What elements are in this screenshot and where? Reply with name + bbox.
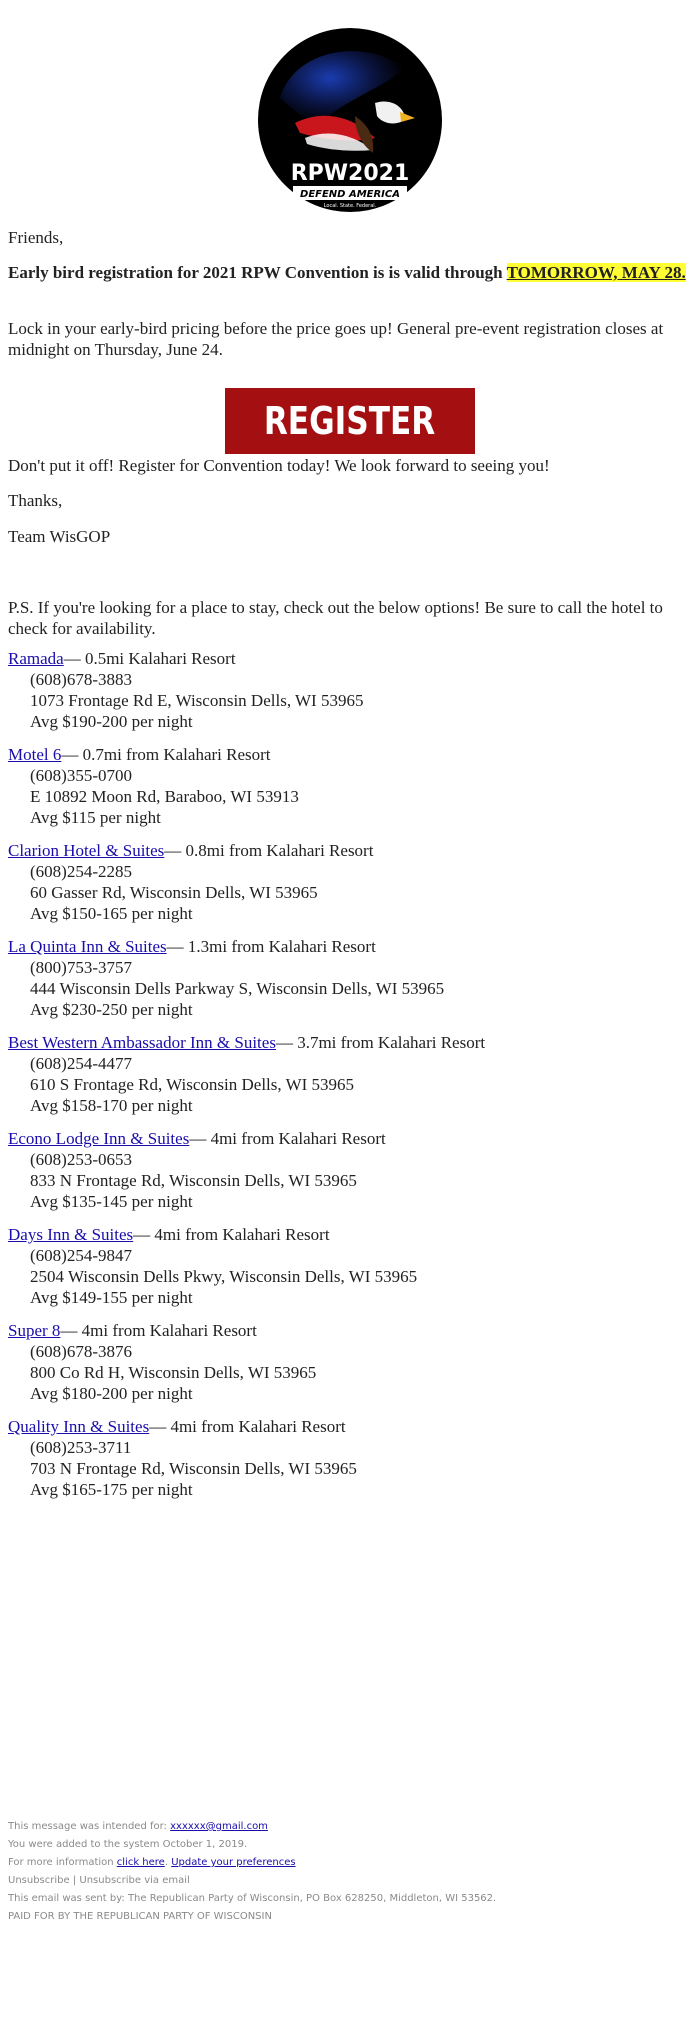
hotel-name-link[interactable]: Best Western Ambassador Inn & Suites bbox=[8, 1033, 276, 1052]
hotel-name-link[interactable]: Econo Lodge Inn & Suites bbox=[8, 1129, 190, 1148]
signature: Team WisGOP bbox=[8, 527, 111, 546]
hotel-name-link[interactable]: Quality Inn & Suites bbox=[8, 1417, 150, 1436]
footer-intended: This message was intended for: xxxxxx@gmail.com bbox=[8, 1821, 268, 1832]
headline bbox=[8, 262, 688, 283]
hotel-distance: — 4mi from Kalahari Resort bbox=[133, 1225, 330, 1244]
headline-text: Early bird registration for 2021 RPW Convention is is valid through bbox=[8, 263, 507, 282]
hotel-name-link[interactable]: Days Inn & Suites bbox=[8, 1225, 134, 1244]
hotel-price: Avg $230-250 per night bbox=[30, 1000, 193, 1019]
hotel-price: Avg $135-145 per night bbox=[30, 1192, 193, 1211]
hotel-title bbox=[8, 744, 688, 765]
greeting: Friends, bbox=[8, 228, 64, 247]
rpw2021-logo bbox=[255, 28, 445, 212]
footer-unsubscribe: Unsubscribe | Unsubscribe via email bbox=[8, 1875, 190, 1886]
hotel-price: Avg $149-155 per night bbox=[30, 1288, 193, 1307]
hotel-price: Avg $180-200 per night bbox=[30, 1384, 193, 1403]
hotel-distance: — 1.3mi from Kalahari Resort bbox=[166, 937, 376, 956]
hotel-phone: (608)678-3876 bbox=[30, 1342, 132, 1361]
hotel-phone: (800)753-3757 bbox=[30, 958, 132, 977]
hotel-name-link[interactable]: Clarion Hotel & Suites bbox=[8, 841, 165, 860]
hotel-title bbox=[8, 1032, 688, 1053]
hotel-title bbox=[8, 1224, 688, 1245]
footer-more-info: For more information click here. Update your preferences bbox=[8, 1857, 296, 1868]
footer-email-link[interactable]: xxxxxx@gmail.com bbox=[170, 1821, 268, 1832]
hotel-address: 444 Wisconsin Dells Parkway S, Wisconsin Dells, WI 53965 bbox=[30, 979, 445, 998]
hotel-name-link[interactable]: Super 8 bbox=[8, 1321, 61, 1340]
hotel-phone: (608)678-3883 bbox=[30, 670, 132, 689]
hotel-title bbox=[8, 648, 688, 669]
register-button[interactable] bbox=[225, 388, 475, 454]
footer bbox=[8, 1818, 688, 1926]
hotel-entry bbox=[8, 840, 688, 924]
hotel-address: E 10892 Moon Rd, Baraboo, WI 53913 bbox=[30, 787, 299, 806]
logo-main-text: RPW2021 bbox=[290, 161, 410, 186]
unsubscribe-email-link[interactable]: Unsubscribe via email bbox=[79, 1875, 190, 1886]
hotel-address: 60 Gasser Rd, Wisconsin Dells, WI 53965 bbox=[30, 883, 318, 902]
click-here-link[interactable]: click here bbox=[116, 1857, 165, 1868]
register-label: REGISTER bbox=[264, 399, 436, 443]
hotel-entry bbox=[8, 648, 688, 732]
hotel-distance: — 4mi from Kalahari Resort bbox=[60, 1321, 257, 1340]
hotel-address: 610 S Frontage Rd, Wisconsin Dells, WI 53965 bbox=[30, 1075, 355, 1094]
logo-tagline: DEFEND AMERICA bbox=[300, 189, 400, 200]
thanks-text: Thanks, bbox=[8, 491, 63, 510]
hotel-entry bbox=[8, 1032, 688, 1116]
intro-paragraph: Lock in your early-bird pricing before the price goes up! General pre-event registration closes at midnight on Thursday, June 24. bbox=[8, 319, 664, 359]
logo-subtag: Local. State. Federal. bbox=[323, 203, 377, 209]
hotel-phone: (608)355-0700 bbox=[30, 766, 132, 785]
hotel-name-link[interactable]: Motel 6 bbox=[8, 745, 62, 764]
hotel-title bbox=[8, 1320, 688, 1341]
hotel-phone: (608)253-0653 bbox=[30, 1150, 132, 1169]
hotel-address: 833 N Frontage Rd, Wisconsin Dells, WI 53965 bbox=[30, 1171, 357, 1190]
hotel-price: Avg $158-170 per night bbox=[30, 1096, 193, 1115]
hotel-name-link[interactable]: Ramada bbox=[8, 649, 64, 668]
hotel-title bbox=[8, 840, 688, 861]
hotel-distance: — 4mi from Kalahari Resort bbox=[189, 1129, 386, 1148]
hotel-phone: (608)254-2285 bbox=[30, 862, 132, 881]
hotel-phone: (608)254-4477 bbox=[30, 1054, 132, 1073]
hotel-entry bbox=[8, 1224, 688, 1308]
hotel-phone: (608)254-9847 bbox=[30, 1246, 132, 1265]
update-preferences-link[interactable]: Update your preferences bbox=[171, 1857, 296, 1868]
hotel-price: Avg $190-200 per night bbox=[30, 712, 193, 731]
ps-paragraph: P.S. If you're looking for a place to stay, check out the below options! Be sure to call the hotel to check for availability. bbox=[8, 598, 663, 638]
hotel-entry bbox=[8, 1320, 688, 1404]
hotel-distance: — 0.7mi from Kalahari Resort bbox=[61, 745, 271, 764]
hotel-address: 1073 Frontage Rd E, Wisconsin Dells, WI 53965 bbox=[30, 691, 364, 710]
hotel-address: 2504 Wisconsin Dells Pkwy, Wisconsin Dells, WI 53965 bbox=[30, 1267, 418, 1286]
headline-highlight: TOMORROW, MAY 28. bbox=[506, 263, 686, 282]
hotel-price: Avg $115 per night bbox=[30, 808, 161, 827]
hotel-entry bbox=[8, 1416, 688, 1500]
hotel-name-link[interactable]: La Quinta Inn & Suites bbox=[8, 937, 167, 956]
hotel-address: 703 N Frontage Rd, Wisconsin Dells, WI 53965 bbox=[30, 1459, 357, 1478]
hotel-distance: — 3.7mi from Kalahari Resort bbox=[275, 1033, 486, 1052]
hotel-entry bbox=[8, 1128, 688, 1212]
footer-sent-by: This email was sent by: The Republican Party of Wisconsin, PO Box 628250, Middleton, WI 53562. bbox=[8, 1893, 497, 1904]
hotel-distance: — 4mi from Kalahari Resort bbox=[149, 1417, 346, 1436]
hotel-price: Avg $165-175 per night bbox=[30, 1480, 193, 1499]
hotel-address: 800 Co Rd H, Wisconsin Dells, WI 53965 bbox=[30, 1363, 317, 1382]
hotel-title bbox=[8, 1416, 688, 1437]
hotel-distance: — 0.5mi Kalahari Resort bbox=[63, 649, 236, 668]
footer-added: You were added to the system October 1, 2019. bbox=[8, 1839, 248, 1850]
hotel-title bbox=[8, 1128, 688, 1149]
hotel-entry bbox=[8, 744, 688, 828]
unsubscribe-link[interactable]: Unsubscribe bbox=[8, 1875, 70, 1886]
hotel-title bbox=[8, 936, 688, 957]
hotel-entry bbox=[8, 936, 688, 1020]
cta-paragraph: Don't put it off! Register for Convention today! We look forward to seeing you! bbox=[8, 456, 550, 475]
hotel-distance: — 0.8mi from Kalahari Resort bbox=[164, 841, 374, 860]
hotel-price: Avg $150-165 per night bbox=[30, 904, 193, 923]
footer-paid-for: PAID FOR BY THE REPUBLICAN PARTY OF WISCONSIN bbox=[8, 1911, 272, 1922]
hotel-phone: (608)253-3711 bbox=[30, 1438, 132, 1457]
